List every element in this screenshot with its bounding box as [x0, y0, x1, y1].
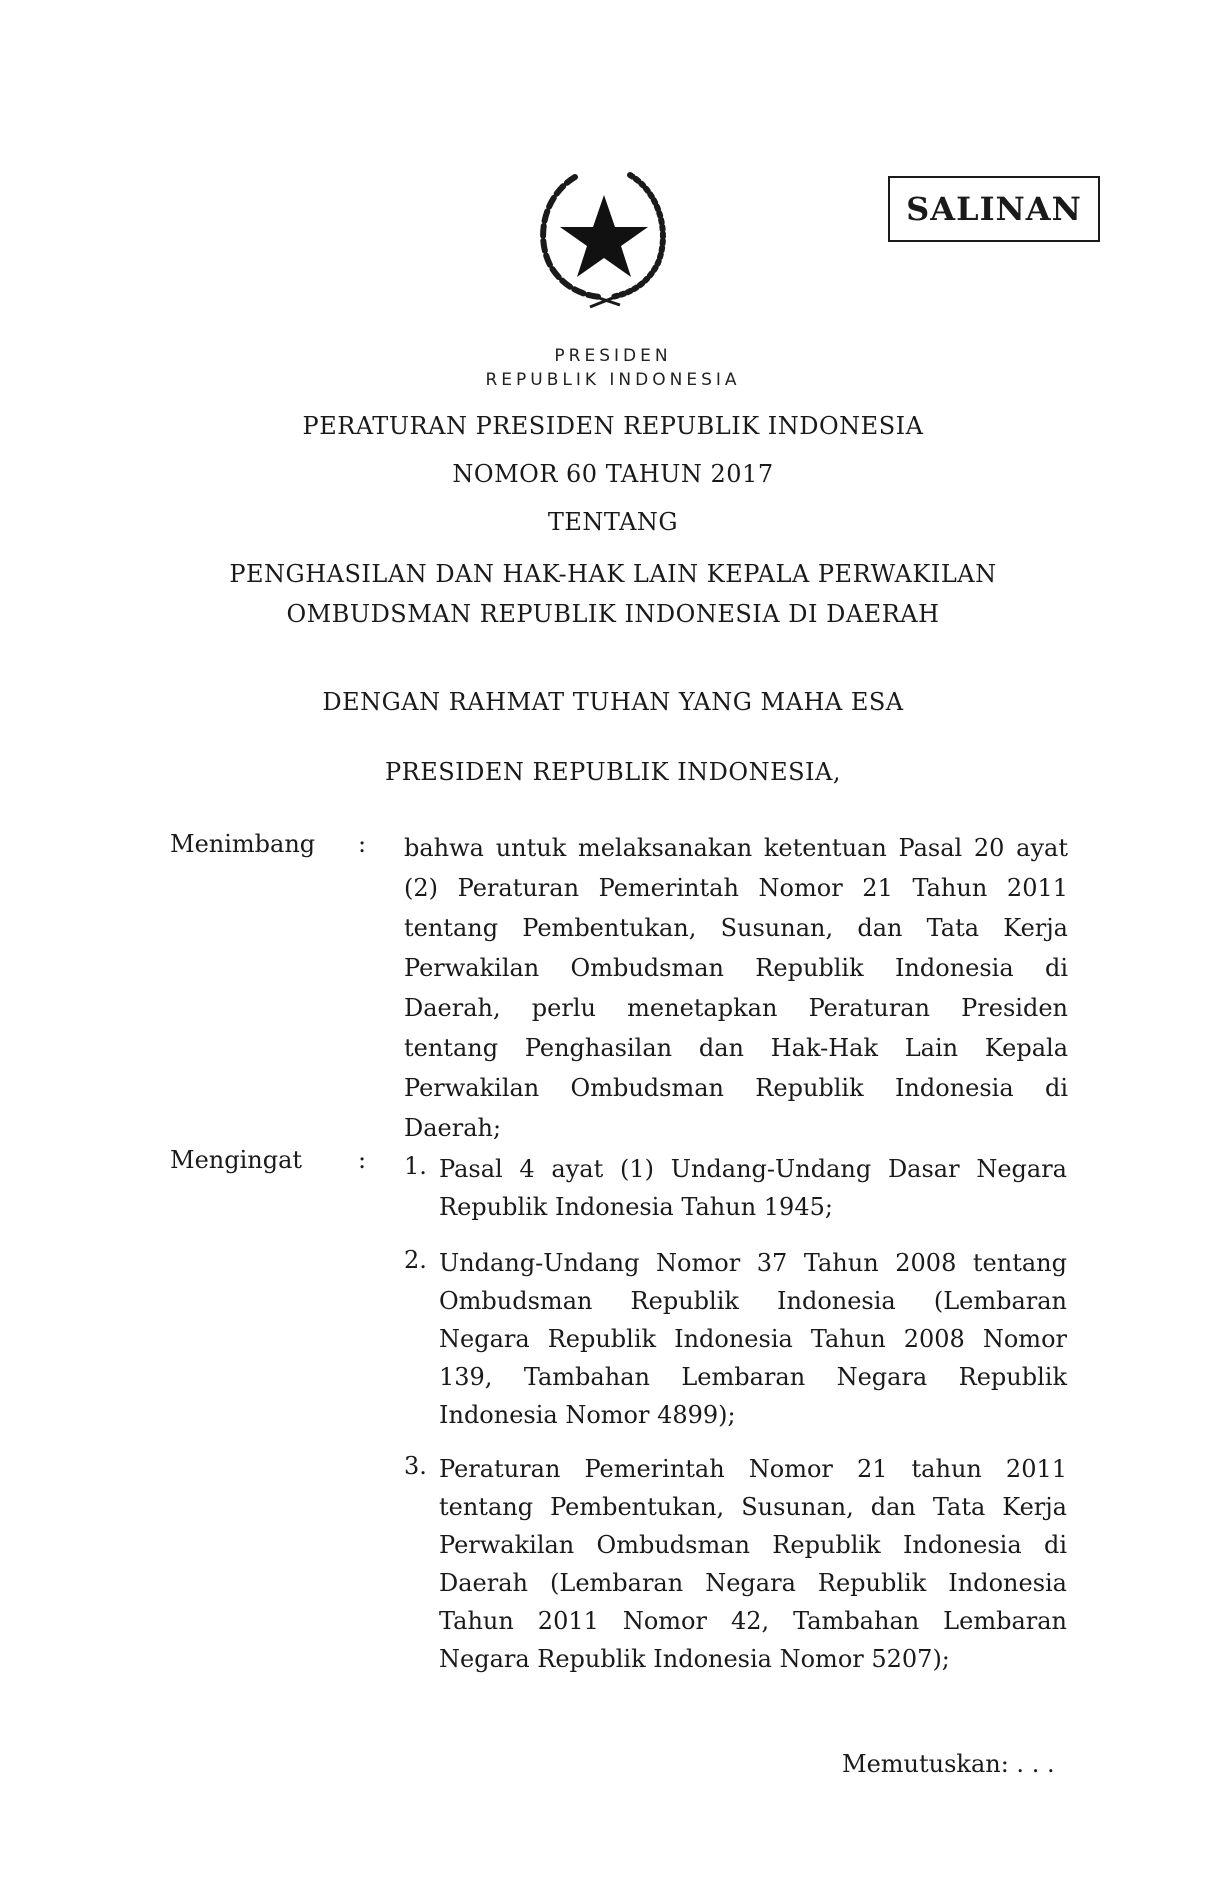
menimbang-label: Menimbang — [170, 830, 316, 858]
presiden-label: PRESIDEN — [554, 346, 672, 366]
tentang-heading: TENTANG — [547, 508, 679, 536]
salinan-label: SALINAN — [906, 190, 1082, 228]
mengingat-item-number: 1. — [404, 1152, 427, 1180]
mengingat-item-text: Undang-Undang Nomor 37 Tahun 2008 tentang Ombudsman Republik Indonesia (Lembaran Negara Republik Indonesia Tahun 2008 Nomor 139, Tambahan Lembaran Negara Republik Indonesia Nomor 4899); — [439, 1249, 1067, 1429]
mengingat-item-text: Pasal 4 ayat (1) Undang-Undang Dasar Negara Republik Indonesia Tahun 1945; — [439, 1155, 1067, 1221]
page-continuation: Memutuskan: . . . — [842, 1750, 1055, 1778]
mengingat-label: Mengingat — [170, 1146, 303, 1174]
republik-indonesia-label: REPUBLIK INDONESIA — [485, 370, 741, 390]
mengingat-item-number: 2. — [404, 1246, 427, 1274]
mengingat-item-number: 3. — [404, 1452, 427, 1480]
president-heading: PRESIDEN REPUBLIK INDONESIA, — [384, 758, 841, 786]
regulation-number: NOMOR 60 TAHUN 2017 — [452, 460, 774, 488]
invocation: DENGAN RAHMAT TUHAN YANG MAHA ESA — [322, 688, 904, 716]
menimbang-text: bahwa untuk melaksanakan ketentuan Pasal 20 ayat (2) Peraturan Pemerintah Nomor 21 Tahun 2011 tentang Pembentukan, Susunan, dan Tata Kerja Perwakilan Ombudsman Republik Indonesia di Daerah, perlu menetapkan Peraturan Presiden tentang Penghasilan dan Hak-Hak Lain Kepala Perwakilan Ombudsman Republik Indonesia di Daerah; — [404, 834, 1068, 1142]
mengingat-colon: : — [358, 1146, 367, 1174]
garuda-star-emblem-icon — [520, 155, 690, 315]
mengingat-item-text: Peraturan Pemerintah Nomor 21 tahun 2011 tentang Pembentukan, Susunan, dan Tata Kerja Perwakilan Ombudsman Republik Indonesia di Daerah (Lembaran Negara Republik Indonesia Tahun 2011 Nomor 42, Tambahan Lembaran Negara Republik Indonesia Nomor 5207); — [439, 1455, 1067, 1673]
salinan-stamp — [888, 176, 1100, 242]
subject-line-2: OMBUDSMAN REPUBLIK INDONESIA DI DAERAH — [286, 600, 940, 628]
subject-line-1: PENGHASILAN DAN HAK-HAK LAIN KEPALA PERWAKILAN — [229, 560, 997, 588]
regulation-title: PERATURAN PRESIDEN REPUBLIK INDONESIA — [302, 412, 924, 440]
menimbang-colon: : — [358, 830, 367, 858]
